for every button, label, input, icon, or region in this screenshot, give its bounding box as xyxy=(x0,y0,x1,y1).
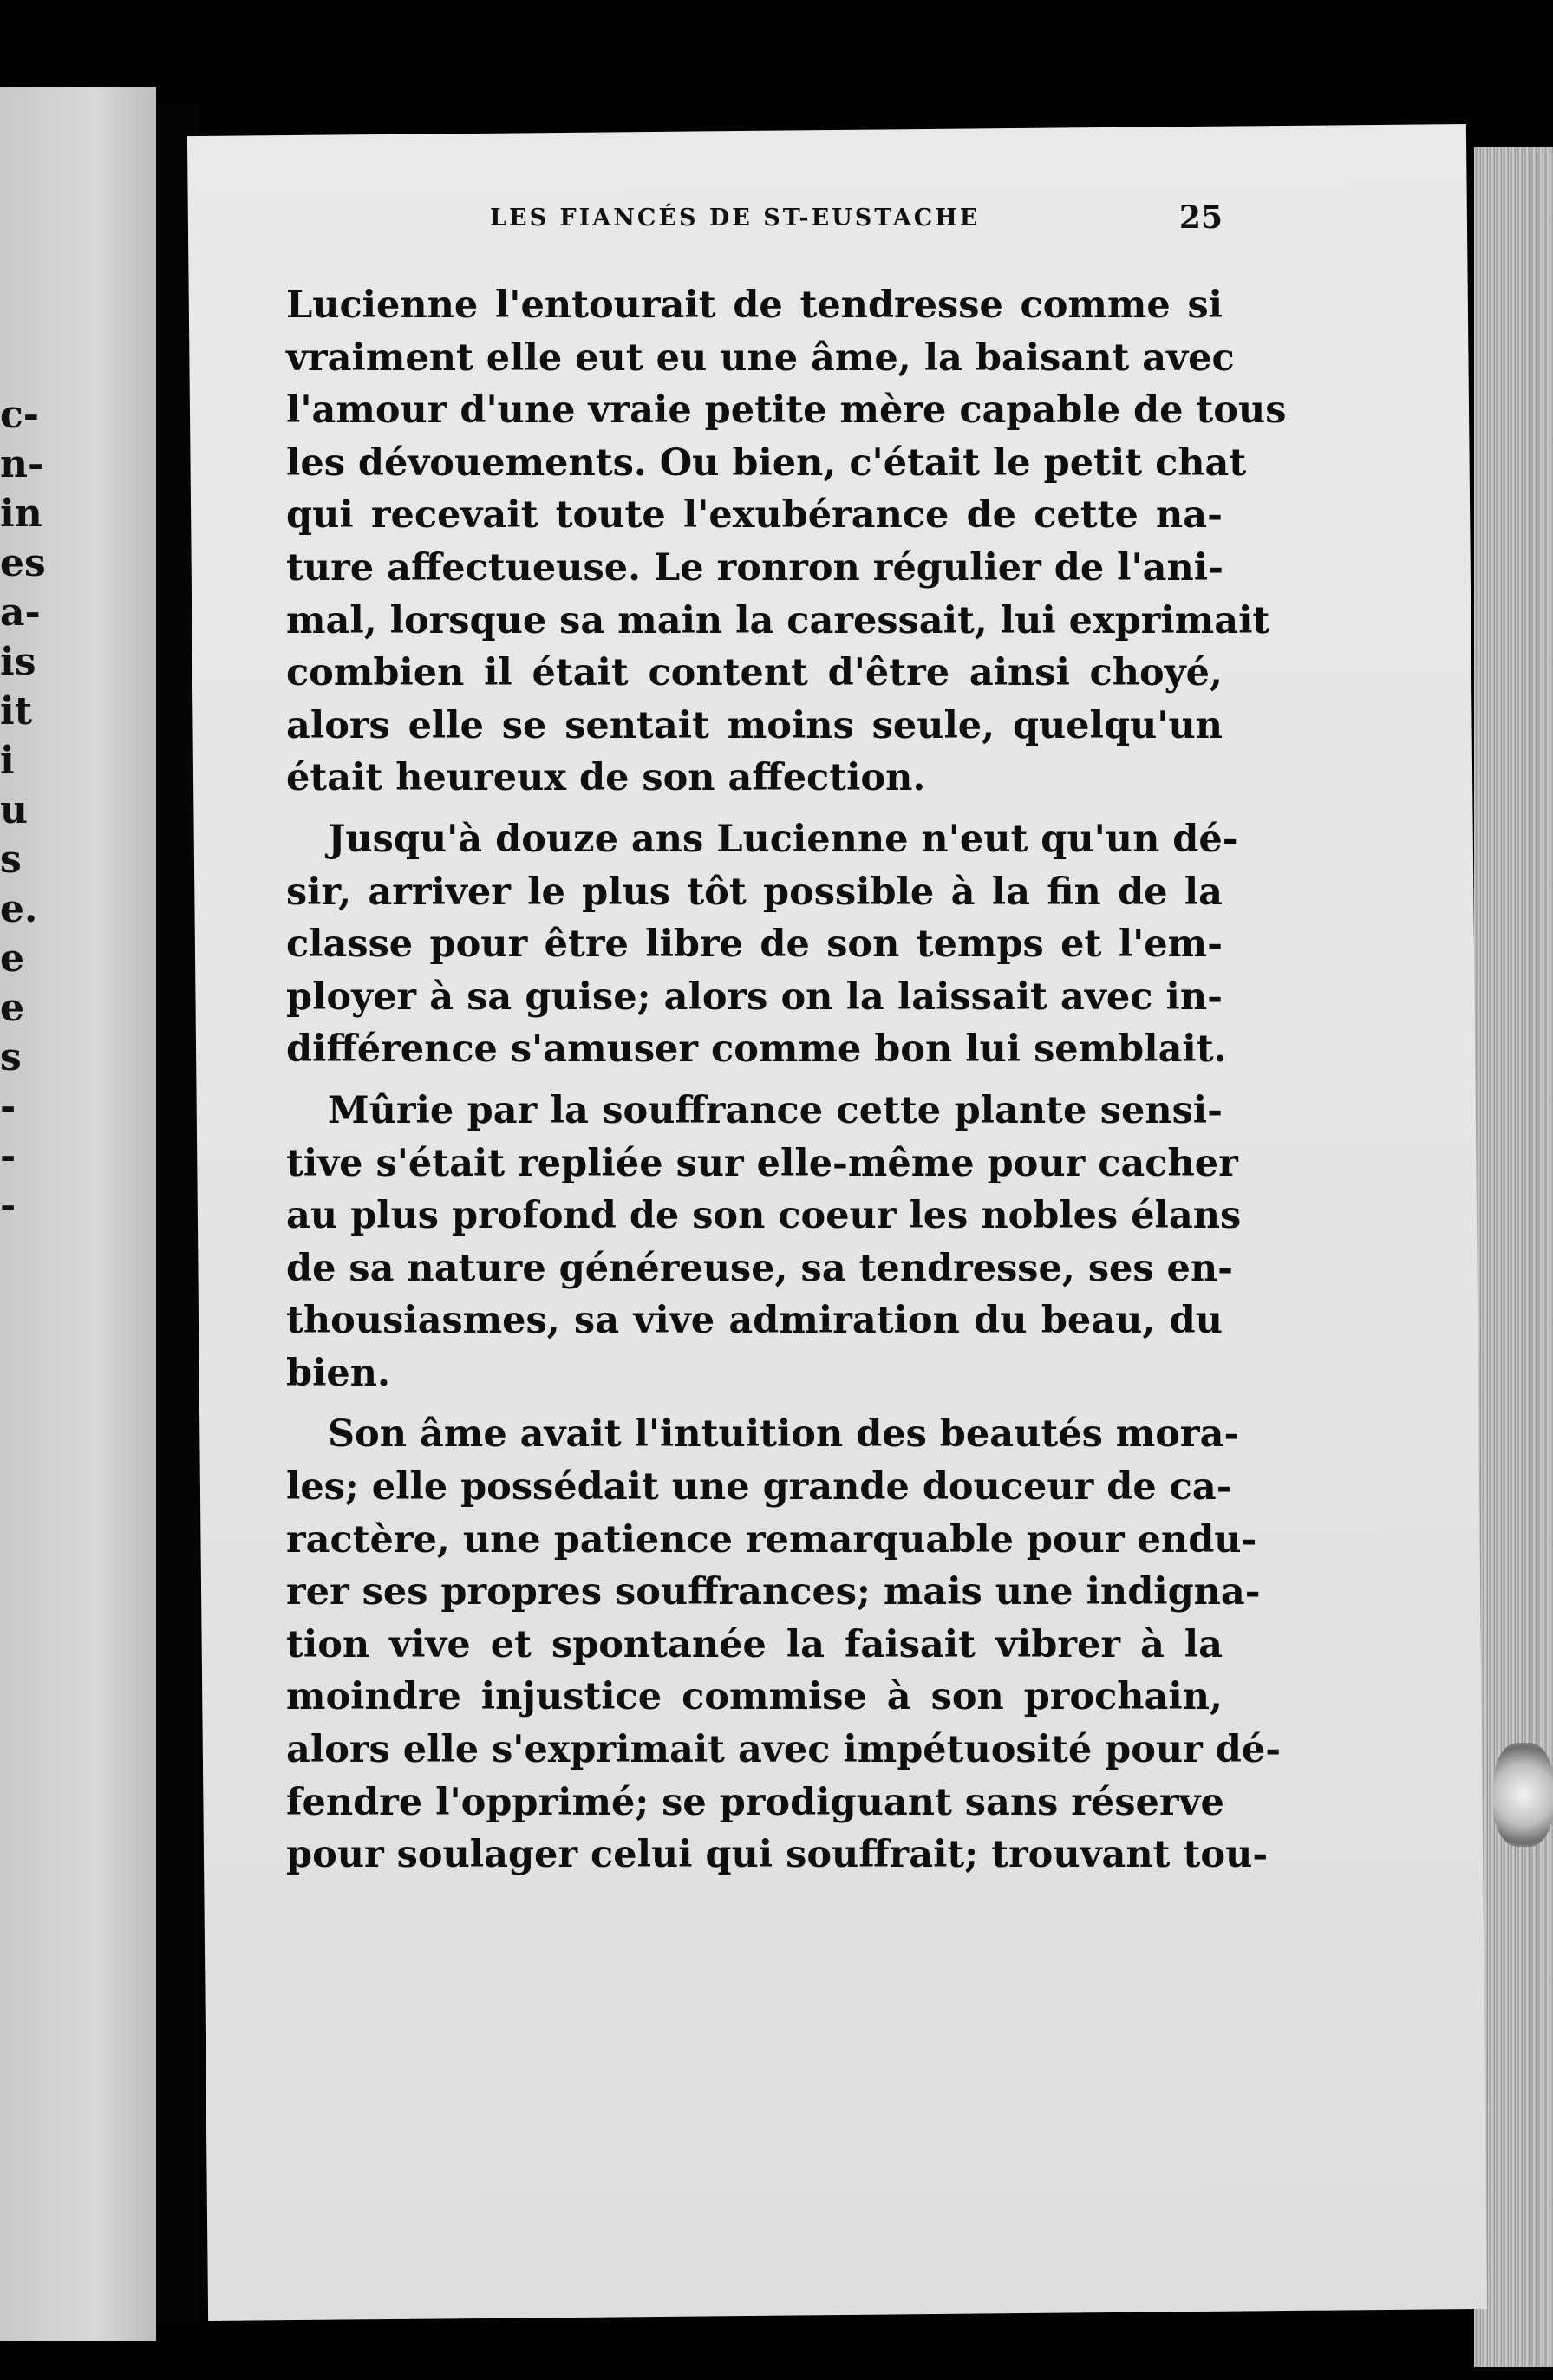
edge-fragment: e xyxy=(0,936,24,981)
edge-fragment: - xyxy=(0,1085,16,1129)
paper-stain xyxy=(1493,1743,1553,1847)
text-line: Jusqu'à douze ans Lucienne n'eut qu'un dé- xyxy=(328,817,1238,861)
paragraph-2 xyxy=(286,813,1238,1076)
text-line: Son âme avait l'intuition des beautés mora- xyxy=(328,1412,1240,1457)
text-line: Lucienne l'entourait de tendresse comme si xyxy=(286,284,1223,327)
edge-fragment: u xyxy=(0,788,28,832)
text-line: ractère, une patience remarquable pour endu- xyxy=(286,1517,1257,1562)
paragraph-spacer xyxy=(286,1399,1223,1408)
edge-fragment: is xyxy=(0,640,36,684)
text-line: combien il était content d'être ainsi choyé, xyxy=(286,651,1223,695)
text-line: moindre injustice commise à son prochain, xyxy=(286,1675,1223,1719)
text-line: tion vive et spontanée la faisait vibrer à la xyxy=(286,1622,1223,1666)
text-line: alors elle s'exprimait avec impétuosité pour dé- xyxy=(286,1728,1282,1772)
text-line: l'amour d'une vraie petite mère capable de tous xyxy=(286,388,1287,433)
running-title: LES FIANCÉS DE ST-EUSTACHE xyxy=(490,205,981,231)
text-line: différence s'amuser comme bon lui semblait. xyxy=(286,1027,1227,1072)
edge-fragment: es xyxy=(0,541,46,585)
text-line: Mûrie par la souffrance cette plante sensi- xyxy=(328,1088,1223,1132)
edge-fragment: s xyxy=(0,838,22,882)
text-line: qui recevait toute l'exubérance de cette na- xyxy=(286,493,1223,538)
text-line: vraiment elle eut eu une âme, la baisant avec xyxy=(286,336,1235,380)
edge-fragment: it xyxy=(0,689,33,734)
edge-fragment: s xyxy=(0,1035,22,1079)
page-edges-stack xyxy=(1474,147,1553,2367)
text-line: sir, arriver le plus tôt possible à la fin de la xyxy=(286,870,1223,914)
body-text xyxy=(286,279,1287,1881)
text-line: classe pour être libre de son temps et l'em- xyxy=(286,923,1223,967)
paragraph-1 xyxy=(286,279,1287,805)
running-header xyxy=(286,199,1223,243)
edge-fragment: - xyxy=(0,1183,16,1228)
text-line: fendre l'opprimé; se prodiguant sans réserve xyxy=(286,1780,1224,1824)
paragraph-3 xyxy=(286,1085,1242,1400)
paragraph-spacer xyxy=(286,1076,1223,1085)
edge-fragment: - xyxy=(0,1134,16,1178)
edge-fragment: c- xyxy=(0,393,40,437)
text-line: ployer à sa guise; alors on la laissait avec in- xyxy=(286,975,1223,1019)
text-line: les dévouements. Ou bien, c'était le petit chat xyxy=(286,440,1247,485)
page-number: 25 xyxy=(1178,199,1223,236)
text-line: thousiasmes, sa vive admiration du beau, du xyxy=(286,1299,1223,1343)
text-line: pour soulager celui qui souffrait; trouvant tou- xyxy=(286,1833,1269,1877)
edge-fragment: in xyxy=(0,492,42,536)
edge-fragment: a- xyxy=(0,590,41,635)
text-line: était heureux de son affection. xyxy=(286,756,926,800)
edge-fragment: e. xyxy=(0,887,38,931)
paragraph-spacer xyxy=(286,805,1223,813)
text-line: rer ses propres souffrances; mais une indigna- xyxy=(286,1570,1261,1614)
text-line: bien. xyxy=(286,1351,390,1395)
text-line: de sa nature généreuse, sa tendresse, ses en- xyxy=(286,1246,1234,1290)
previous-page-text-edge xyxy=(0,390,52,1230)
text-line: au plus profond de son coeur les nobles élans xyxy=(286,1194,1242,1238)
edge-fragment: n- xyxy=(0,442,44,486)
text-line: mal, lorsque sa main la caressait, lui exprimait xyxy=(286,598,1270,642)
paragraph-4 xyxy=(286,1408,1282,1881)
text-line: tive s'était repliée sur elle-même pour cacher xyxy=(286,1141,1238,1185)
edge-fragment: e xyxy=(0,986,24,1030)
edge-fragment: i xyxy=(0,739,15,783)
text-line: alors elle se sentait moins seule, quelqu'un xyxy=(286,703,1223,747)
text-line: les; elle possédait une grande douceur de ca- xyxy=(286,1465,1232,1510)
text-line: ture affectueuse. Le ronron régulier de l'ani- xyxy=(286,545,1223,590)
